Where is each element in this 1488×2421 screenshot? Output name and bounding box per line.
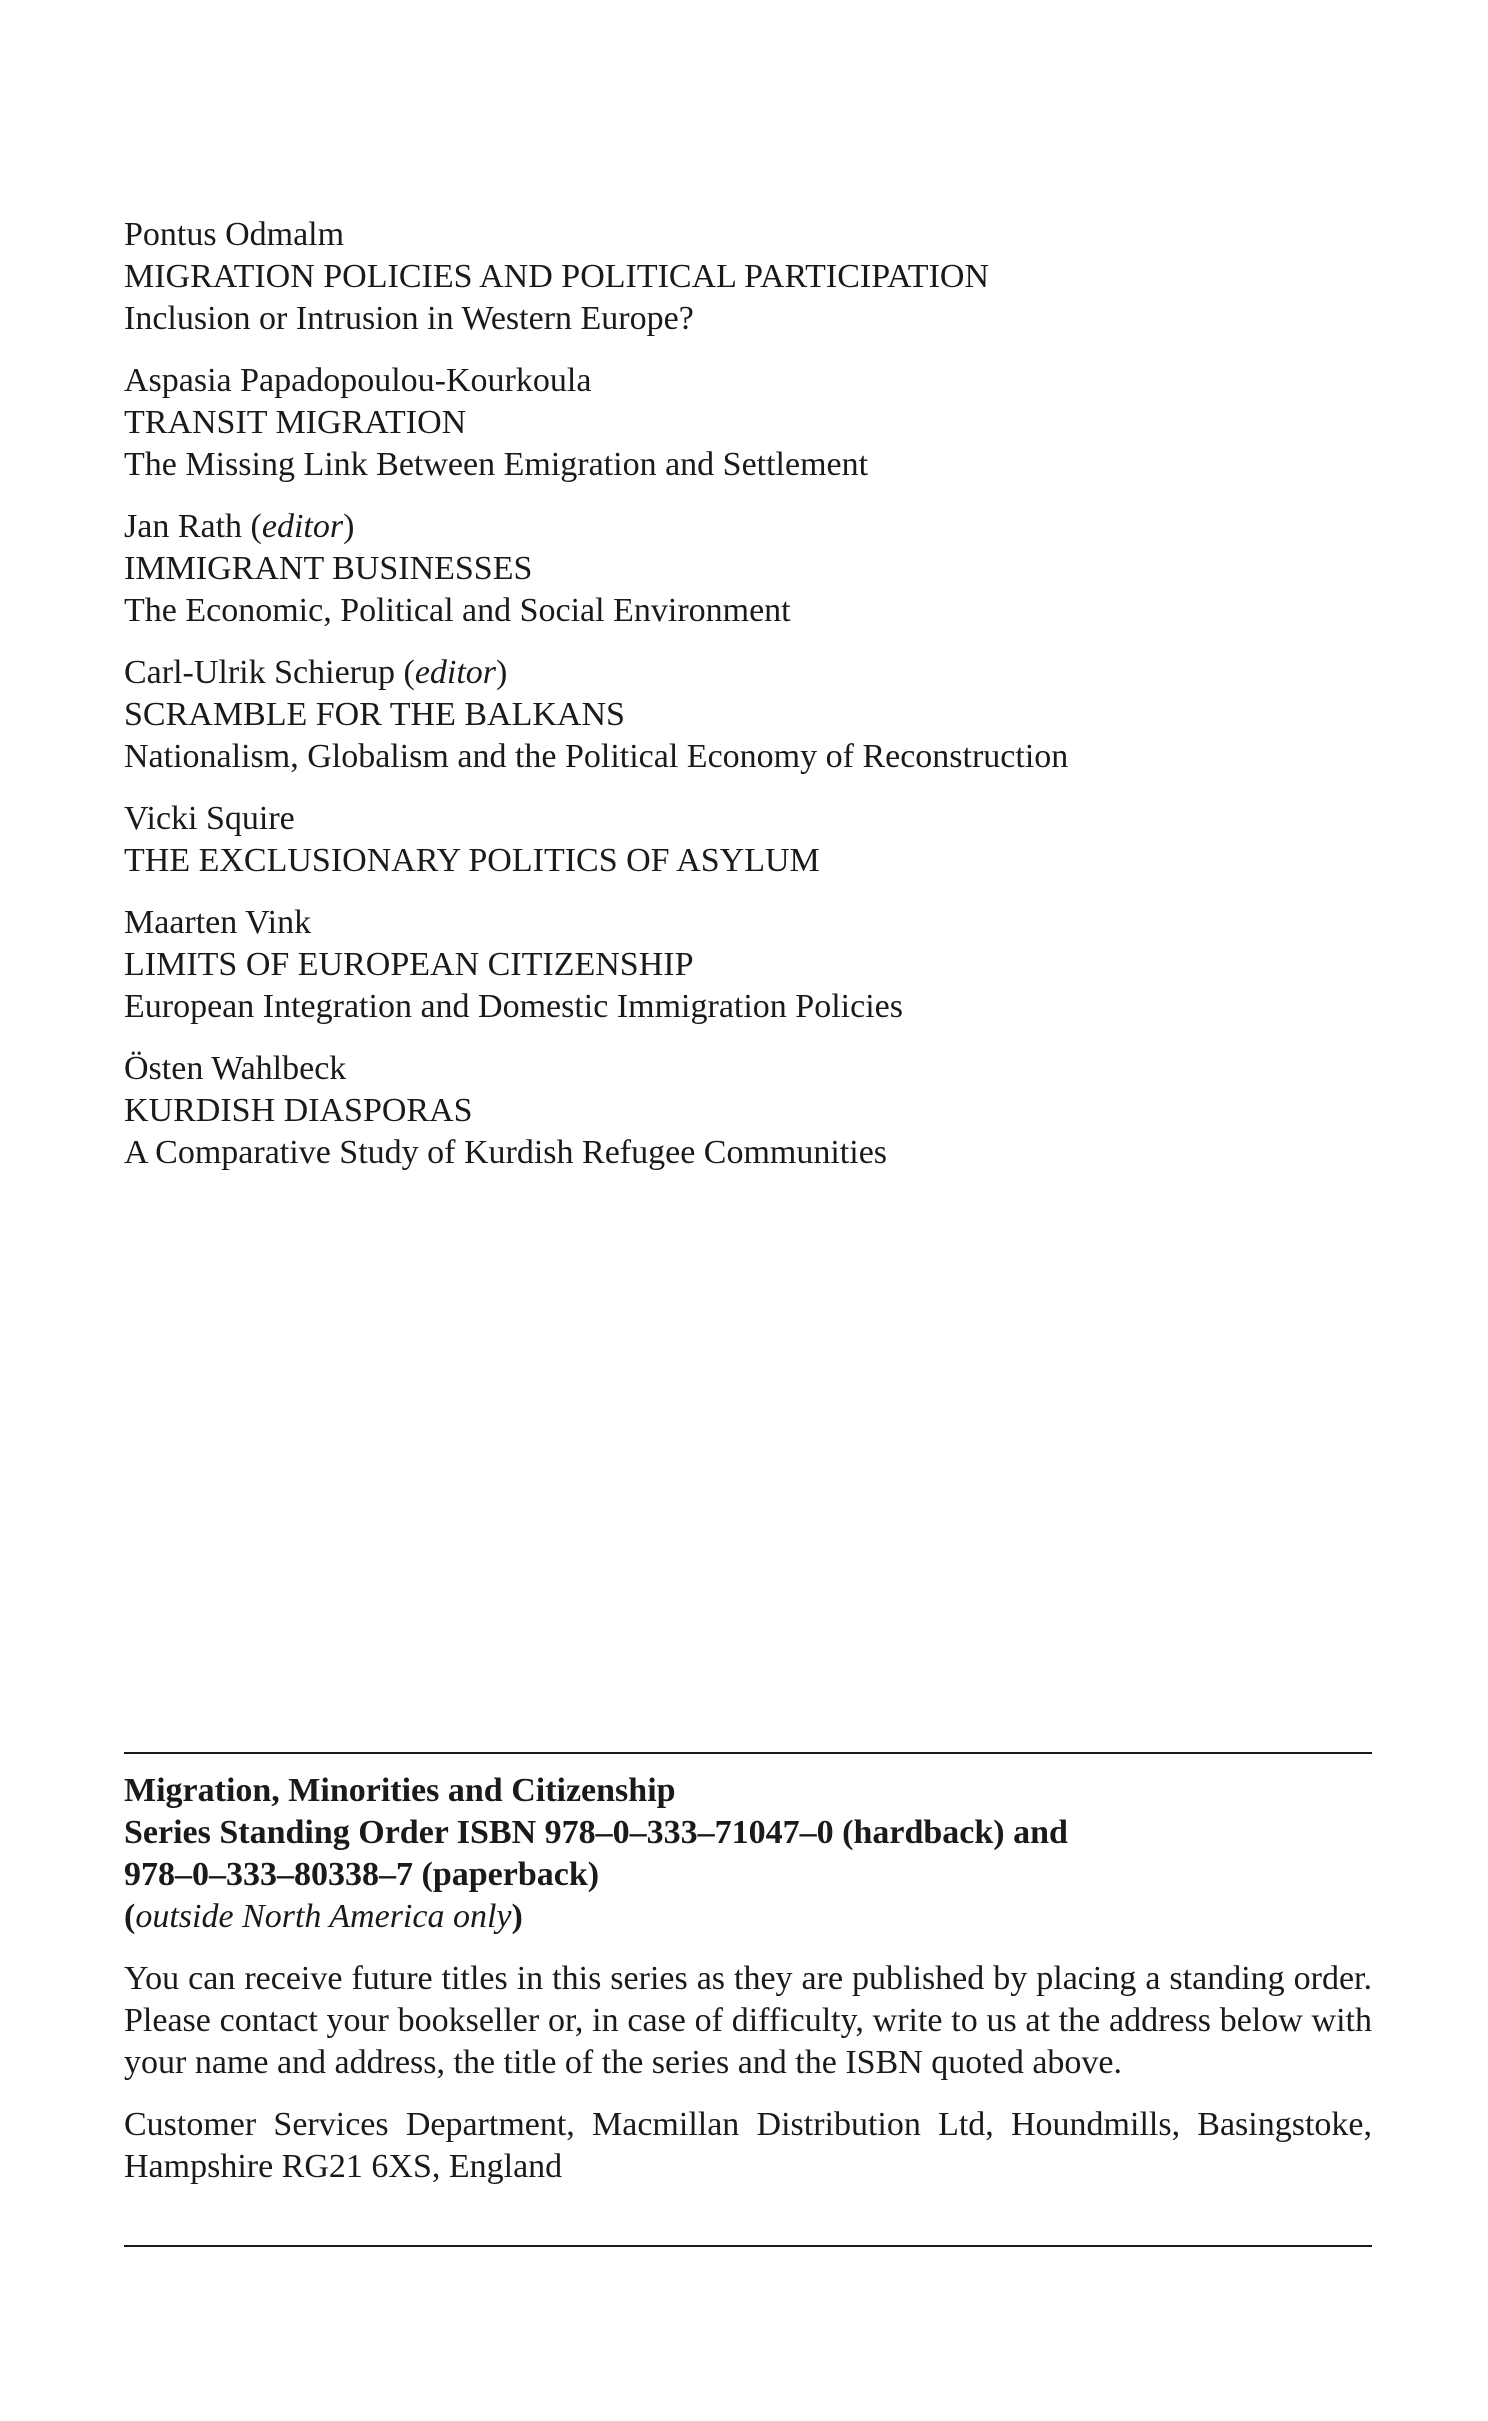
book-subtitle: The Missing Link Between Emigration and Settlement <box>124 446 869 483</box>
book-title: SCRAMBLE FOR THE BALKANS <box>124 696 625 733</box>
book-entry <box>124 1048 1372 1174</box>
top-divider <box>124 1752 1372 1754</box>
book-title: MIGRATION POLICIES AND POLITICAL PARTICIPATION <box>124 258 990 295</box>
author-name: Maarten Vink <box>124 904 312 941</box>
author-name: Aspasia Papadopoulou-Kourkoula <box>124 362 592 399</box>
author-name: Carl-Ulrik Schierup <box>124 654 395 691</box>
book-entry <box>124 902 1372 1028</box>
book-subtitle: Nationalism, Globalism and the Political Economy of Reconstruction <box>124 738 1069 775</box>
book-entry <box>124 506 1372 632</box>
series-note-text: outside North America only <box>135 1898 512 1935</box>
page <box>124 0 1372 2421</box>
series-note: (outside North America only) <box>124 1898 523 1935</box>
book-subtitle: Inclusion or Intrusion in Western Europe? <box>124 300 694 337</box>
bottom-divider <box>124 2245 1372 2247</box>
book-list <box>124 214 1372 1194</box>
book-entry <box>124 214 1372 340</box>
editor-role: editor <box>261 508 344 545</box>
book-title: LIMITS OF EUROPEAN CITIZENSHIP <box>124 946 694 983</box>
book-title: IMMIGRANT BUSINESSES <box>124 550 533 587</box>
book-title: KURDISH DIASPORAS <box>124 1092 473 1129</box>
book-entry <box>124 652 1372 778</box>
editor-role: editor <box>414 654 497 691</box>
book-subtitle: The Economic, Political and Social Environment <box>124 592 791 629</box>
author-line: Jan Rath (editor) <box>124 508 355 545</box>
series-name: Migration, Minorities and Citizenship <box>124 1772 676 1809</box>
standing-order-paragraph: You can receive future titles in this series as they are published by placing a standing order. Please contact your bookseller or, in case of difficulty, write to us at the address below with your name and address, the title of the series and the ISBN quoted above. <box>124 1960 1372 2081</box>
author-name: Vicki Squire <box>124 800 295 837</box>
book-entry <box>124 360 1372 486</box>
book-title: THE EXCLUSIONARY POLITICS OF ASYLUM <box>124 842 820 879</box>
book-title: TRANSIT MIGRATION <box>124 404 467 441</box>
author-name: Östen Wahlbeck <box>124 1050 347 1087</box>
book-entry <box>124 798 1372 882</box>
series-heading <box>124 1770 1372 1896</box>
book-subtitle: European Integration and Domestic Immigration Policies <box>124 988 903 1025</box>
publisher-address: Customer Services Department, Macmillan Distribution Ltd, Houndmills, Basingstoke, Hampshire RG21 6XS, England <box>124 2106 1372 2185</box>
author-line: Carl-Ulrik Schierup (editor) <box>124 654 508 691</box>
series-isbn-line: 978–0–333–80338–7 (paperback) <box>124 1856 600 1893</box>
author-name: Pontus Odmalm <box>124 216 345 253</box>
book-subtitle: A Comparative Study of Kurdish Refugee Communities <box>124 1134 888 1171</box>
series-order-box <box>124 1770 1372 2208</box>
series-isbn-line: Series Standing Order ISBN 978–0–333–71047–0 (hardback) and <box>124 1814 1068 1851</box>
author-name: Jan Rath <box>124 508 243 545</box>
